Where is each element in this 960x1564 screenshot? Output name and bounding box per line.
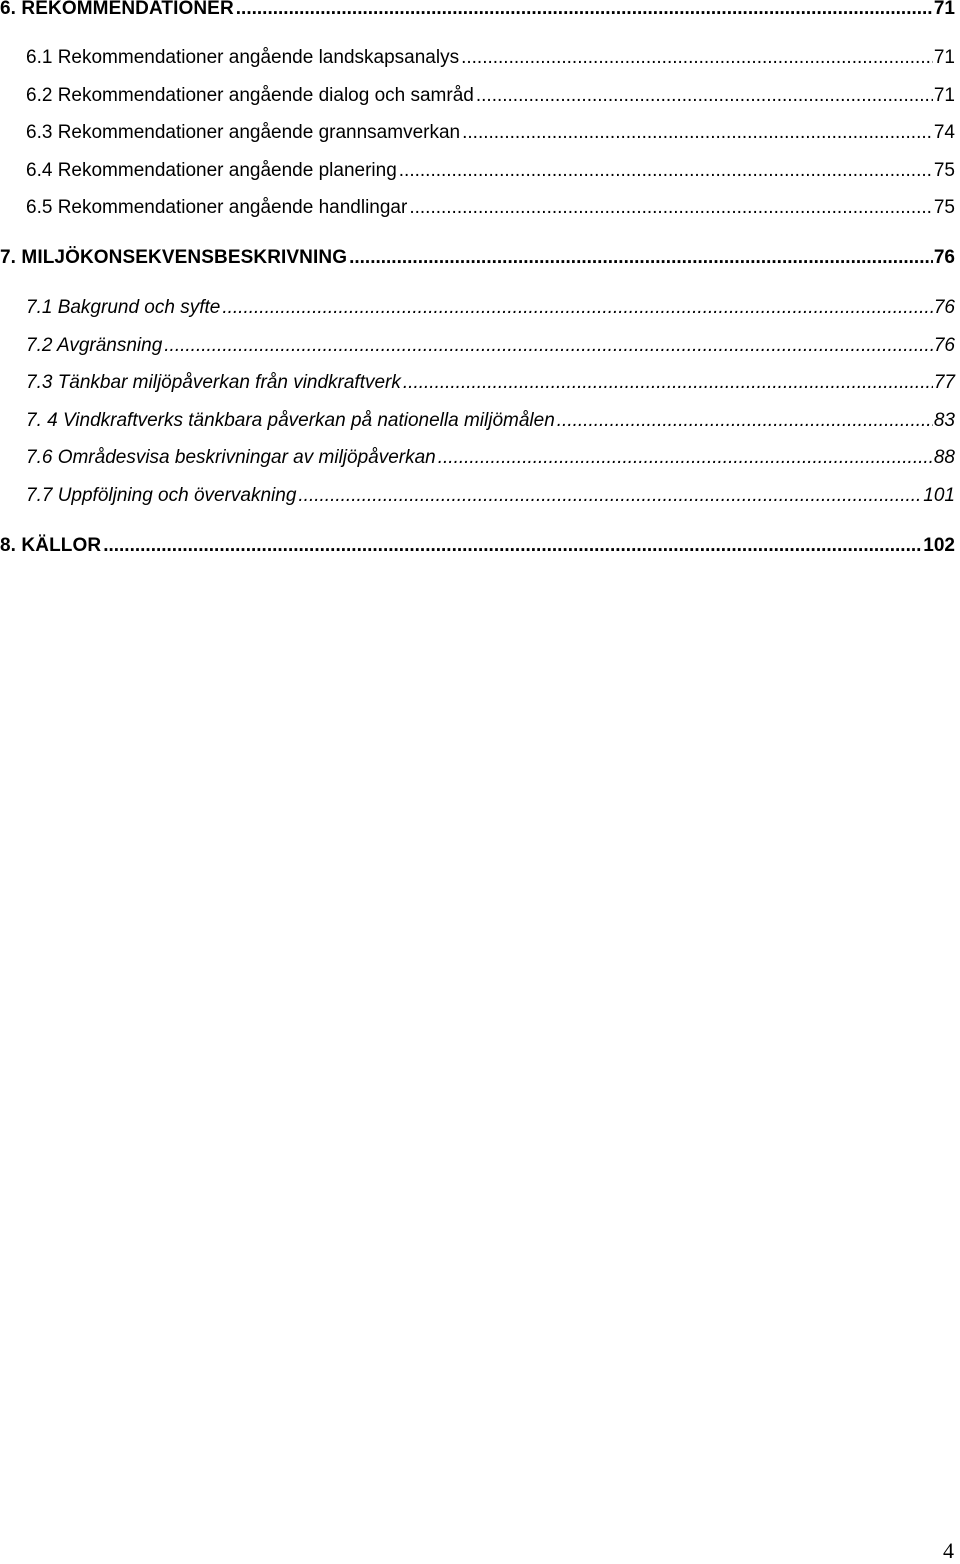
toc-entry-7-7[interactable] (26, 484, 955, 508)
toc-entry-page: 83 (933, 410, 955, 431)
toc-entry-page: 77 (933, 372, 955, 393)
toc-entry-7-2[interactable] (26, 334, 955, 358)
toc-leader-dots (403, 371, 933, 395)
toc-leader-dots (557, 409, 933, 433)
toc-entry-7-6[interactable] (26, 446, 955, 470)
toc-entry-label: 6.2 Rekommendationer angående dialog och samråd (26, 85, 474, 106)
toc-leader-dots (103, 534, 922, 558)
toc-leader-dots (349, 246, 933, 270)
toc-entry-6-1[interactable] (26, 46, 955, 70)
toc-entry-label: 8. KÄLLOR (0, 535, 102, 556)
toc-entry-page: 102 (923, 535, 955, 556)
toc-leader-dots (298, 484, 922, 508)
toc-entry-7[interactable] (0, 246, 955, 270)
toc-entry-label: 6.1 Rekommendationer angående landskapsanalys (26, 47, 460, 68)
toc-entry-page: 76 (933, 247, 955, 268)
toc-entry-page: 74 (933, 122, 955, 143)
page-number: 4 (943, 1538, 954, 1563)
toc-entry-label: 6.3 Rekommendationer angående grannsamverkan (26, 122, 461, 143)
toc-entry-label: 7.6 Områdesvisa beskrivningar av miljöpåverkan (26, 447, 436, 468)
toc-entry-page: 75 (933, 160, 955, 181)
toc-entry-7-1[interactable] (26, 296, 955, 320)
toc-entry-page: 76 (933, 297, 955, 318)
toc-entry-page: 101 (923, 485, 955, 506)
toc-leader-dots (409, 196, 933, 220)
toc-leader-dots (399, 159, 933, 183)
toc-entry-page: 75 (933, 197, 955, 218)
toc-entry-label: 6.5 Rekommendationer angående handlingar (26, 197, 408, 218)
toc-entry-label: 7.1 Bakgrund och syfte (26, 297, 221, 318)
toc-entry-6-4[interactable] (26, 159, 955, 183)
toc-leader-dots (222, 296, 933, 320)
toc-entry-label: 7.7 Uppföljning och övervakning (26, 485, 297, 506)
toc-entry-label: 7.3 Tänkbar miljöpåverkan från vindkraftverk (26, 372, 401, 393)
toc-entry-6-2[interactable] (26, 84, 955, 108)
toc-entry-label: 6. REKOMMENDATIONER (0, 0, 234, 19)
toc-entry-6[interactable] (0, 0, 955, 21)
toc-entry-6-3[interactable] (26, 121, 955, 145)
toc-entry-7-3[interactable] (26, 371, 955, 395)
toc-entry-page: 71 (933, 47, 955, 68)
toc-entry-6-5[interactable] (26, 196, 955, 220)
toc-entry-page: 88 (933, 447, 955, 468)
toc-entry-8[interactable] (0, 534, 955, 558)
toc-entry-label: 7. 4 Vindkraftverks tänkbara påverkan på nationella miljömålen (26, 410, 555, 431)
toc-entry-label: 6.4 Rekommendationer angående planering (26, 160, 397, 181)
toc-leader-dots (236, 0, 933, 21)
toc-leader-dots (461, 46, 933, 70)
toc-entry-page: 71 (933, 0, 955, 19)
toc-entry-page: 76 (933, 335, 955, 356)
toc-leader-dots (438, 446, 933, 470)
toc-entry-label: 7. MILJÖKONSEKVENSBESKRIVNING (0, 247, 348, 268)
toc-entry-7-4[interactable] (26, 409, 955, 433)
toc-entry-page: 71 (933, 85, 955, 106)
toc-entry-label: 7.2 Avgränsning (26, 335, 163, 356)
toc-leader-dots (164, 334, 933, 358)
toc-leader-dots (476, 84, 933, 108)
toc-leader-dots (462, 121, 933, 145)
